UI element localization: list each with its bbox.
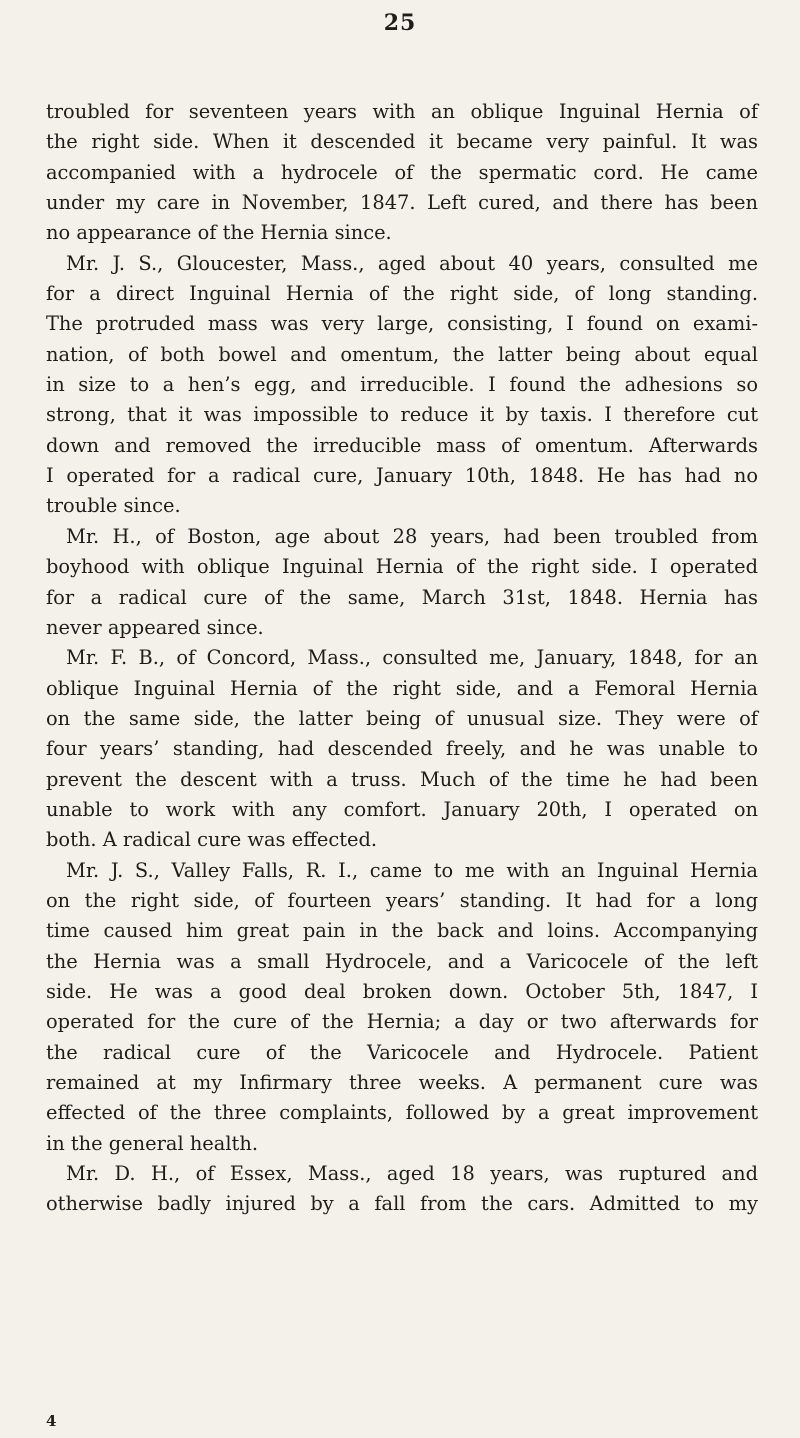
- text-line: nation, of both bowel and omentum, the latter being about equal: [46, 342, 758, 366]
- text-line: in the general health.: [46, 1131, 258, 1155]
- text-line: effected of the three complaints, followed by a great improvement: [46, 1101, 758, 1125]
- text-line: The protruded mass was very large, consisting, I found on exami-: [46, 312, 758, 336]
- text-line: for a radical cure of the same, March 31st, 1848. Hernia has: [46, 585, 758, 609]
- text-line: no appearance of the Hernia since.: [46, 221, 392, 245]
- text-line: accompanied with a hydrocele of the spermatic cord. He came: [46, 160, 758, 184]
- text-line: Mr. H., of Boston, age about 28 years, had been troubled from: [66, 524, 758, 548]
- text-line: Mr. F. B., of Concord, Mass., consulted me, January, 1848, for an: [66, 646, 758, 670]
- body-text: [46, 97, 758, 1220]
- text-line: the radical cure of the Varicocele and Hydrocele. Patient: [46, 1040, 758, 1064]
- text-line: troubled for seventeen years with an oblique Inguinal Hernia of: [46, 100, 758, 123]
- text-line: for a direct Inguinal Hernia of the right side, of long standing.: [46, 282, 758, 306]
- text-line: never appeared since.: [46, 615, 264, 639]
- text-line: otherwise badly injured by a fall from the cars. Admitted to my: [46, 1192, 758, 1216]
- text-line: four years’ standing, had descended freely, and he was unable to: [46, 737, 758, 761]
- text-line: on the right side, of fourteen years’ standing. It had for a long: [46, 888, 758, 912]
- text-line: unable to work with any comfort. January 20th, I operated on: [46, 797, 758, 821]
- text-line: Mr. D. H., of Essex, Mass., aged 18 years, was ruptured and: [66, 1162, 758, 1186]
- text-line: in size to a hen’s egg, and irreducible. I found the adhesions so: [46, 373, 758, 397]
- text-line: under my care in November, 1847. Left cured, and there has been: [46, 191, 758, 215]
- text-line: the Hernia was a small Hydrocele, and a Varicocele of the left: [46, 949, 758, 973]
- page-number: 25: [383, 10, 417, 36]
- text-line: operated for the cure of the Hernia; a day or two afterwards for: [46, 1010, 758, 1034]
- text-line: down and removed the irreducible mass of omentum. Afterwards: [46, 433, 758, 457]
- text-line: trouble since.: [46, 494, 181, 518]
- text-line: Mr. J. S., Gloucester, Mass., aged about 40 years, consulted me: [66, 251, 758, 275]
- text-line: I operated for a radical cure, January 10th, 1848. He has had no: [46, 464, 758, 488]
- text-line: on the same side, the latter being of unusual size. They were of: [46, 706, 758, 730]
- text-line: prevent the descent with a truss. Much of the time he had been: [46, 767, 758, 791]
- text-line: side. He was a good deal broken down. October 5th, 1847, I: [46, 979, 758, 1003]
- text-line: time caused him great pain in the back and loins. Accompanying: [46, 919, 758, 943]
- text-line: remained at my Infirmary three weeks. A permanent cure was: [46, 1071, 758, 1094]
- text-line: oblique Inguinal Hernia of the right side, and a Femoral Hernia: [46, 676, 758, 700]
- signature-mark: 4: [46, 1412, 57, 1430]
- text-line: boyhood with oblique Inguinal Hernia of the right side. I operated: [46, 555, 758, 579]
- text-line: Mr. J. S., Valley Falls, R. I., came to me with an Inguinal Hernia: [66, 858, 758, 882]
- text-line: both. A radical cure was effected.: [46, 828, 378, 852]
- text-line: the right side. When it descended it became very painful. It was: [46, 130, 758, 154]
- text-line: strong, that it was impossible to reduce it by taxis. I therefore cut: [46, 403, 758, 427]
